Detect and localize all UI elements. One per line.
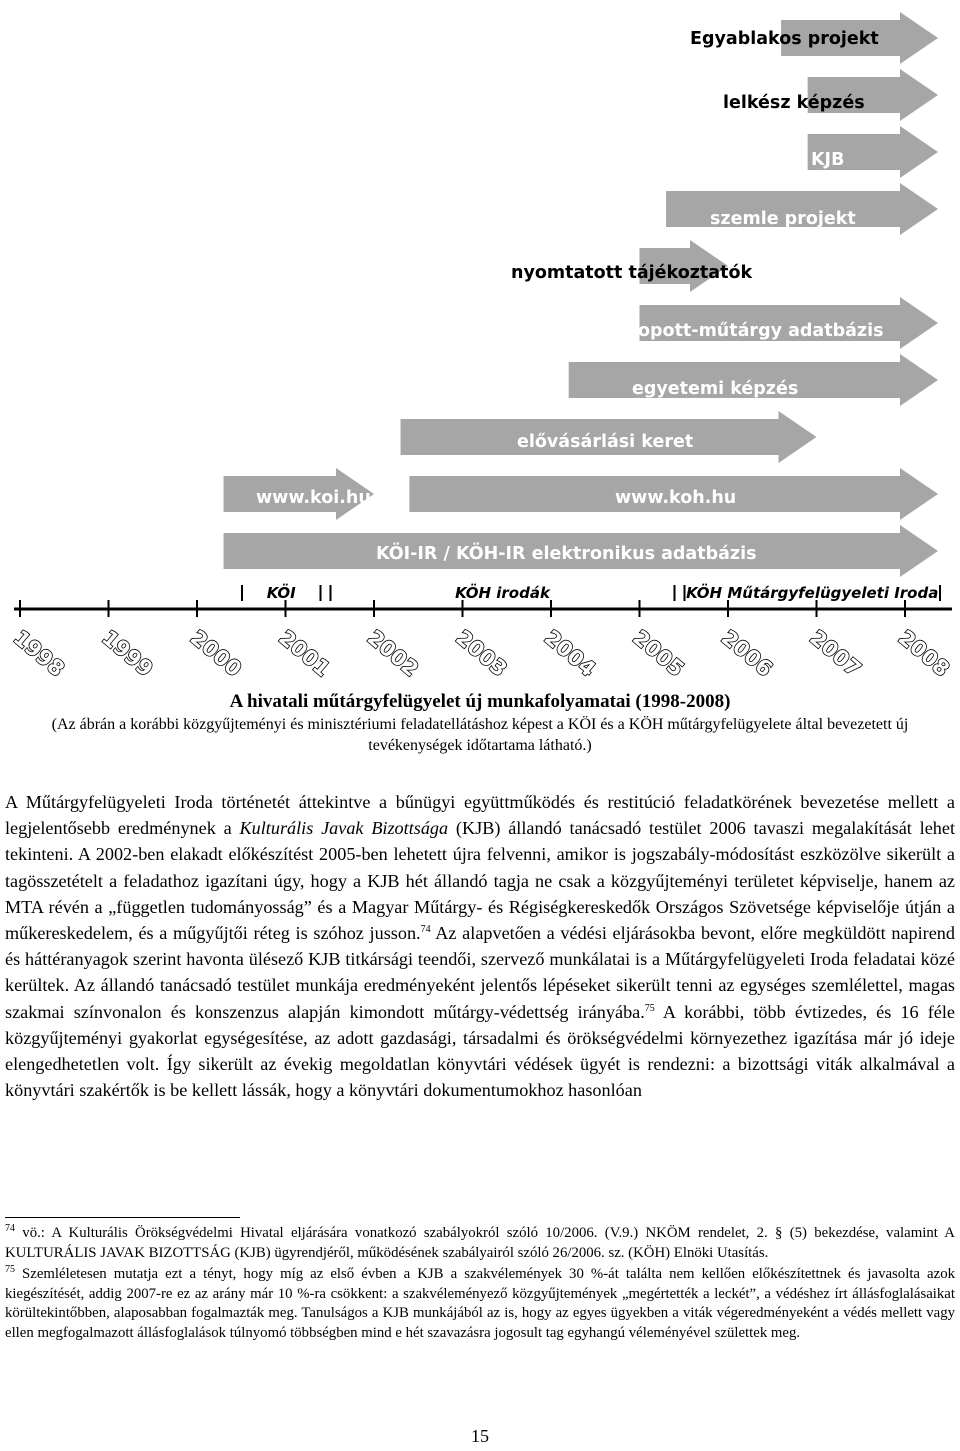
footnote-text: Szemléletesen mutatja ezt a tényt, hogy míg az első évben a KJB a szakvélemények 30 %-át találta nem kellően előkészítettnek és javasolta azok kiegészítését, addig 2007-re ez az arány már 10 %-ra csökkent: a szakvéleményező közgyűjtemények „megértették a leckét”, a védéshez írt állásfoglalásaikat körültekintőbben, alaposabban fogalmazták meg. Tanulságos a KJB munkájából az is, hogy az egyes ügyekben a viták végeredményeként a védés mellett vagy ellen megfogalmazott állásfoglalások túlnyomó többségben mind e hét szavazásra jogosult tag egyhangú véleményével születtek meg. xyxy=(5,1266,955,1341)
period-bracket xyxy=(685,583,941,602)
year-label: 1999 xyxy=(97,625,158,682)
footnote-number: 75 xyxy=(5,1264,15,1276)
footnote-text: vö.: A Kulturális Örökségvédelmi Hivatal eljárására vonatkozó szabályokról szóló 10/2006. (V.9.) NKÖM rendelet, 2. § (5) bekezdése, valamint A KULTURÁLIS JAVAK BIZOTTSÁG (KJB) ügyrendjéről, működésének szabályairól szóló 26/2006. sz. (KÖH) Elnöki Utasítás. xyxy=(5,1225,955,1261)
activity-label: lelkész képzés xyxy=(723,93,865,113)
figure-caption xyxy=(0,690,960,756)
body-text-segment: Az alapvetően a védési eljárásokba bevont, előre megküldött napirend és háttéranyagok szerint havonta ülésező KJB titkársági teendői, szervező munkálatai is a Műtárgyfelügyeleti Iroda feladatai közé kerültek. Az állandó tanácsadó testület munkája eredményeként jelentős lépéseket sikerült tenni az egységes szemlélettel, magas szakmai színvonalon és konszenzus alapján kimondott műtárgy-védettség irányába. xyxy=(5,923,955,1022)
activity-arrows xyxy=(224,12,938,577)
year-labels xyxy=(9,625,954,681)
period-label: KÖI xyxy=(266,584,296,602)
year-label: 2002 xyxy=(362,625,423,682)
year-label: 2001 xyxy=(274,625,335,682)
kjb-italic-name: Kulturális Javak Bizottsága xyxy=(239,818,449,839)
timeline-diagram xyxy=(0,0,960,690)
activity-label: KJB xyxy=(811,150,845,170)
year-label: 2003 xyxy=(451,625,512,682)
year-label: 1998 xyxy=(8,625,69,682)
footnote-number: 74 xyxy=(5,1223,15,1235)
year-label: 2005 xyxy=(628,625,689,682)
year-label: 2007 xyxy=(805,625,866,682)
activity-label: elővásárlási keret xyxy=(517,432,694,452)
body-text-segment: A korábbi, több évtizedes, és 16 féle közgyűjteményi gyakorlat egységesítése, az adott gazdasági, társadalmi és örökségvédelmi környezethez igazítása már jó ideje elengedhetetlen volt. Így sikerült az évekig megoldatlan könyvtári védések ügyét is rendezni: a bizottsági viták alkalmával a könyvtári szakértők is be kellett lássák, hogy a könyvtári dokumentumokhoz hasonlóan xyxy=(5,1001,955,1101)
year-label: 2008 xyxy=(893,625,954,682)
period-bracket xyxy=(331,583,675,602)
figure-title: A hivatali műtárgyfelügyelet új munkafolyamatai (1998-2008) xyxy=(229,691,731,712)
body-text xyxy=(5,789,955,1103)
year-label: 2000 xyxy=(185,625,246,682)
year-label: 2004 xyxy=(539,625,600,682)
figure-note: (Az ábrán a korábbi közgyűjteményi és minisztériumi feladatellátáshoz képest a KÖI és a KÖH műtárgyfelügyelete által bevezetett új tevékenységek időtartama látható.) xyxy=(51,716,909,754)
activity-label: www.koh.hu xyxy=(615,488,737,508)
timeline-axis xyxy=(14,600,952,617)
body-paragraph xyxy=(5,789,955,1103)
body-text-segment: A Műtárgyfelügyeleti Iroda történetét áttekintve a bűnügyi együttműködés és restitúció feladatkörének bevezetése mellett a legjelentősebb eredménynek a xyxy=(5,792,955,839)
activity-label: Egyablakos projekt xyxy=(690,29,879,49)
footnote-ref-74[interactable]: 74 xyxy=(420,923,431,935)
activity-label: KÖI-IR / KÖH-IR elektronikus adatbázis xyxy=(376,544,757,564)
activity-label: egyetemi képzés xyxy=(632,379,799,399)
period-label: KÖH irodák xyxy=(455,584,550,602)
activity-label: szemle projekt xyxy=(710,209,856,229)
footnote-74 xyxy=(5,1224,955,1263)
activity-label: nyomtatott tájékoztatók xyxy=(511,263,753,283)
period-label: KÖH Műtárgyfelügyeleti Iroda xyxy=(686,584,939,602)
year-label: 2006 xyxy=(716,625,777,682)
body-text-segment: (KJB) állandó tanácsadó testület 2006 tavaszi megalakítását lehet tekinteni. A 2002-ben elakadt előkészítést 2005-ben lehetett újra felvenni, amikor is jogszabály-módosítást eszközölve sikerült a tagösszetételt a feladathoz igazítani úgy, hogy a KJB hét állandó tagja ne csak a közgyűjteményi területet képviselje, hanem az MTA révén a „független tudományosság” és a Magyar Műtárgy- és Régiségkereskedők Országos Szövetsége képviselője útján a műkereskedelem, és a műgyűjtői réteg is szóhoz jusson. xyxy=(5,818,955,944)
period-bracket xyxy=(242,583,321,602)
footnote-separator xyxy=(5,1217,240,1218)
period-brackets xyxy=(242,583,940,602)
footnote-ref-75[interactable]: 75 xyxy=(644,1002,655,1014)
activity-label: lopott-műtárgy adatbázis xyxy=(632,321,884,341)
footnotes xyxy=(5,1224,955,1345)
footnote-75 xyxy=(5,1265,955,1343)
activity-label: www.koi.hu xyxy=(256,488,371,508)
page-number: 15 xyxy=(471,1426,489,1446)
